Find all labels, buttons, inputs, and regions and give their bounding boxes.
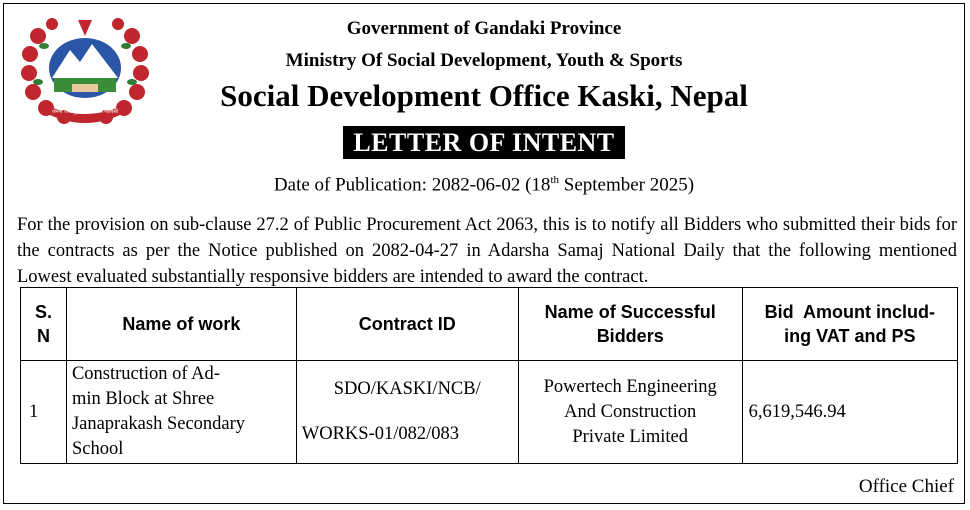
- cell-work: [66, 361, 296, 464]
- header-sn-line: S.: [34, 302, 52, 322]
- work-line: Janaprakash Secondary: [71, 414, 246, 434]
- office-chief-signature: Office Chief: [858, 476, 954, 497]
- work-line: Construction of Ad-: [71, 364, 220, 384]
- bidder-line: And Construction: [564, 401, 697, 422]
- date-prefix: Date of Publication: 2082-06-02 (18: [273, 174, 551, 196]
- date-ordinal: th: [550, 174, 559, 186]
- work-line: min Block at Shree: [71, 389, 215, 409]
- bidder-line: Private Limited: [572, 426, 688, 447]
- office-title: Social Development Office Kaski, Nepal: [220, 78, 748, 113]
- table-row: [21, 361, 958, 464]
- ministry-title: Ministry Of Social Development, Youth & Sports: [285, 50, 683, 71]
- cell-sn: 1: [21, 361, 67, 464]
- header-amount: [742, 288, 957, 361]
- government-title: Government of Gandaki Province: [346, 18, 622, 39]
- cell-contract-id: [296, 361, 518, 464]
- header-contract-id: Contract ID: [296, 288, 518, 361]
- header-amount-line: ing VAT and PS: [784, 326, 916, 346]
- letter-of-intent-banner: LETTER OF INTENT: [343, 126, 624, 159]
- cell-bidder: [518, 361, 742, 464]
- header-amount-line: Bid Amount includ-: [764, 302, 935, 322]
- header-bidders-line: Bidders: [596, 326, 664, 346]
- date-suffix: September 2025): [559, 174, 695, 196]
- header-sn-line: N: [36, 326, 50, 346]
- header-bidders: [518, 288, 742, 361]
- publication-date: [4, 174, 964, 196]
- header-work: Name of work: [66, 288, 296, 361]
- award-table: [20, 287, 958, 464]
- header-bidders-line: Name of Successful: [544, 302, 716, 322]
- header-sn: [21, 288, 67, 361]
- work-line: School: [71, 439, 124, 459]
- bidder-line: Powertech Engineering: [543, 376, 717, 397]
- letter-page: [3, 3, 965, 504]
- banner-wrap: [4, 126, 964, 159]
- cell-amount: 6,619,546.94: [742, 361, 957, 464]
- notice-paragraph: For the provision on sub-clause 27.2 of Public Procurement Act 2063, this is to notify all Bidders who submitted their bids for the contracts as per the Notice published on 2082-04-27 in Adarsha Samaj National Daily that the following mentioned Lowest evaluated substantially responsive bidders are intended to award the contract.: [17, 215, 957, 287]
- contract-line: SDO/KASKI/NCB/: [333, 379, 481, 399]
- contract-line: WORKS-01/082/083: [301, 424, 460, 444]
- table-header-row: [21, 288, 958, 361]
- svg-text:जननी जन्मभूमिश्च स्वर्गादपि गर: जननी जन्मभूमिश्च स्वर्गादपि गरीयसी: [51, 109, 119, 115]
